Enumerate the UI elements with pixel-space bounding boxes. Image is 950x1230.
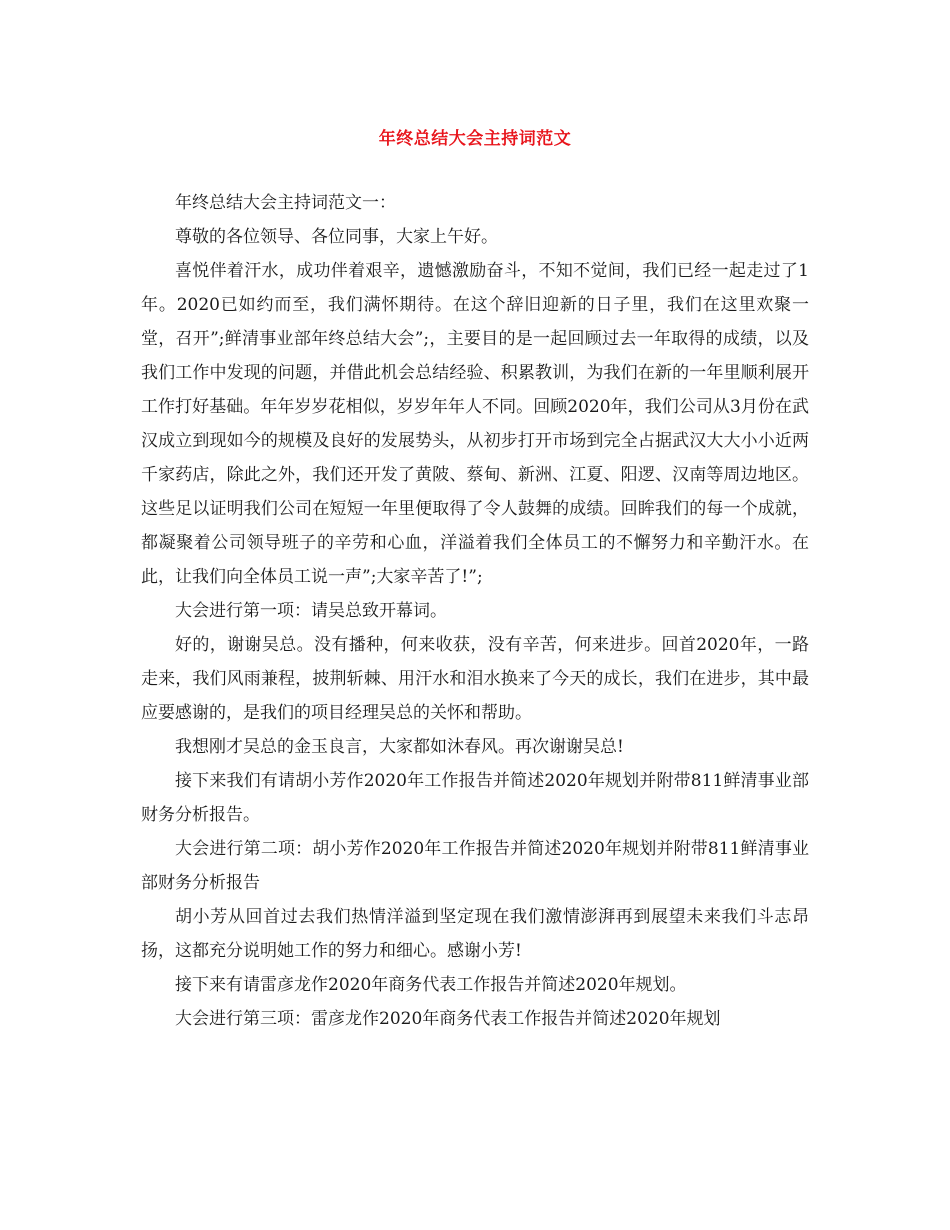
paragraph-11: 大会进行第三项：雷彦龙作2020年商务代表工作报告并简述2020年规划 [175, 1009, 721, 1029]
paragraph-8: 大会进行第二项：胡小芳作2020年工作报告并简述2020年规划并附带811鲜清事业部财务分析报告 [141, 839, 809, 893]
paragraph-6: 我想刚才吴总的金玉良言，大家都如沐春风。再次谢谢吴总! [175, 737, 624, 757]
paragraph-5: 好的，谢谢吴总。没有播种，何来收获，没有辛苦，何来进步。回首2020年，一路走来，我们风雨兼程，披荆斩棘、用汗水和泪水换来了今天的成长，我们在进步，其中最应要感谢的，是我们的项目经理吴总的关怀和帮助。 [141, 635, 809, 723]
paragraph-3: 喜悦伴着汗水，成功伴着艰辛，遗憾激励奋斗，不知不觉间，我们已经一起走过了1年。2020已如约而至，我们满怀期待。在这个辞旧迎新的日子里，我们在这里欢聚一堂，召开”;鲜清事业部年终总结大会”;，主要目的是一起回顾过去一年取得的成绩，以及我们工作中发现的问题，并借此机会总结经验、积累教训，为我们在新的一年里顺利展开工作打好基础。年年岁岁花相似，岁岁年年人不同。回顾2020年，我们公司从3月份在武汉成立到现如今的规模及良好的发展势头，从初步打开市场到完全占据武汉大大小小近两千家药店，除此之外，我们还开发了黄陂、蔡甸、新洲、江夏、阳逻、汉南等周边地区。这些足以证明我们公司在短短一年里便取得了令人鼓舞的成绩。回眸我们的每一个成就，都凝聚着公司领导班子的辛劳和心血，洋溢着我们全体员工的不懈努力和辛勤汗水。在此，让我们向全体员工说一声”;大家辛苦了!”; [141, 261, 809, 587]
document-title: 年终总结大会主持词范文 [378, 129, 572, 149]
paragraph-1: 年终总结大会主持词范文一： [175, 193, 396, 213]
paragraph-4: 大会进行第一项：请吴总致开幕词。 [175, 601, 447, 621]
document-body [141, 186, 809, 1036]
paragraph-9: 胡小芳从回首过去我们热情洋溢到坚定现在我们激情澎湃再到展望未来我们斗志昂扬，这都充分说明她工作的努力和细心。感谢小芳! [141, 907, 809, 961]
paragraph-2: 尊敬的各位领导、各位同事，大家上午好。 [175, 227, 498, 247]
paragraph-10: 接下来有请雷彦龙作2020年商务代表工作报告并简述2020年规划。 [175, 975, 687, 995]
paragraph-7: 接下来我们有请胡小芳作2020年工作报告并简述2020年规划并附带811鲜清事业部财务分析报告。 [141, 771, 809, 825]
